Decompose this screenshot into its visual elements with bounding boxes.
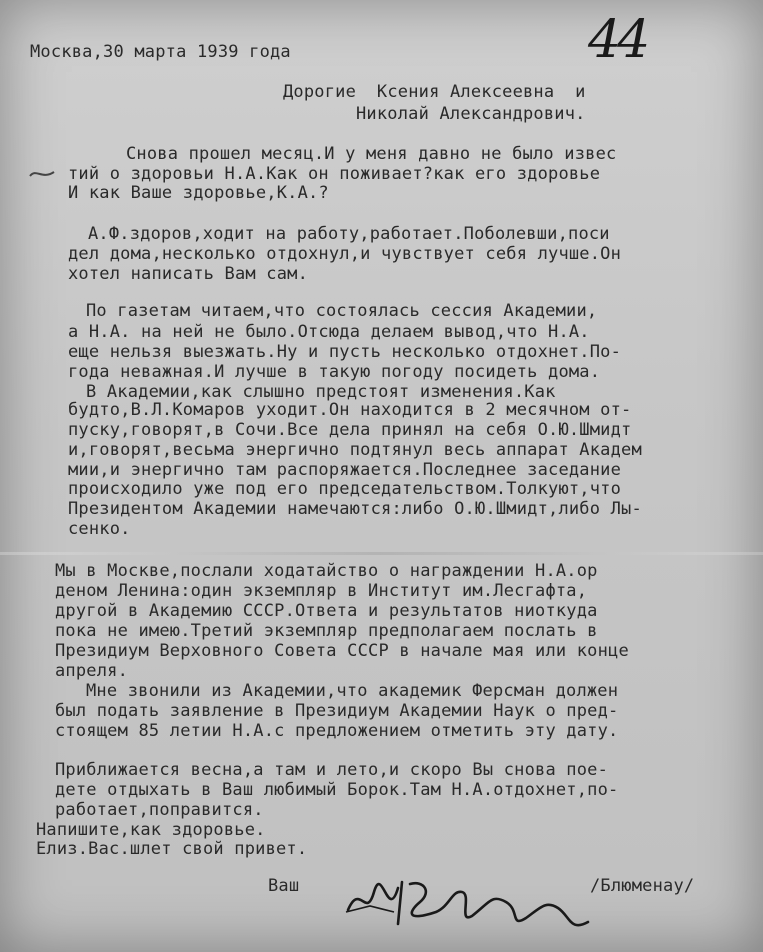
folio-number: 44 [588, 10, 647, 70]
body-line: деном Ленина:один экземпляр в Институт им.Лесгафта, [55, 581, 588, 601]
body-line: года неважная.И лучше в такую погоду посидеть дома. [68, 362, 601, 382]
body-line: пуску,говорят,в Сочи.Все дела принял на себя О.Ю.Шмидт [68, 420, 632, 440]
fold-crease [0, 552, 763, 555]
handwritten-signature [340, 862, 610, 952]
letter-date: Москва,30 марта 1939 года [30, 42, 291, 62]
body-line: пока не имею.Третий экземпляр предполагаем послать в [55, 621, 598, 641]
body-line: Приближается весна,а там и лето,и скоро Вы снова пое- [55, 760, 609, 780]
body-line: апреля. [55, 661, 129, 681]
body-line: стоящем 85 летии Н.А.с предложением отметить эту дату. [55, 721, 619, 741]
body-line: другой в Академию СССР.Ответа и результатов ниоткуда [55, 601, 598, 621]
body-line: происходило уже под его председательством.Толкуют,что [68, 479, 622, 499]
margin-pencil-mark [28, 164, 58, 184]
body-line: а Н.А. на ней не было.Отсюда делаем вывод,что Н.А. [68, 322, 590, 342]
body-line: хотел написать Вам сам. [68, 264, 309, 284]
closing-name: /Блюменау/ [590, 876, 695, 896]
body-line: сенко. [68, 519, 131, 539]
body-line: Мне звонили из Академии,что академик Ферсман должен [86, 681, 619, 701]
body-line: Мы в Москве,послали ходатайство о награждении Н.А.ор [55, 561, 598, 581]
body-line: работает,поправится. [55, 800, 264, 820]
body-line: и,говорят,весьма энергично подтянул весь аппарат Академ [68, 440, 642, 460]
body-line: А.Ф.здоров,ходит на работу,работает.Поболевши,поси [88, 224, 610, 244]
body-line: мии,и энергично там распоряжается.Последнее заседание [68, 460, 622, 480]
body-line: Президентом Академии намечаются:либо О.Ю.Шмидт,либо Лы- [68, 499, 642, 519]
body-line: будто,В.Л.Комаров уходит.Он находится в 2 месячном от- [68, 400, 632, 420]
body-line: еще нельзя выезжать.Ну и пусть несколько отдохнет.По- [68, 342, 622, 362]
body-line: По газетам читаем,что состоялась сессия Академии, [86, 301, 598, 321]
salutation-line-1: Дорогие Ксения Алексеевна и [283, 82, 586, 102]
body-line: Президиум Верховного Совета СССР в начале мая или конце [55, 641, 629, 661]
body-line: В Академии,как слышно предстоят изменения.Как [86, 382, 556, 402]
body-line: дел дома,несколько отдохнул,и чувствует себя лучше.Он [68, 244, 622, 264]
body-line: И как Ваше здоровье,К.А.? [68, 183, 329, 203]
body-line: Снова прошел месяц.И у меня давно не было извес [126, 144, 617, 164]
body-line: был подать заявление в Президиум Академии Наук о пред- [55, 701, 619, 721]
body-line: тий о здоровьи Н.А.Как он поживает?как его здоровье [68, 164, 601, 184]
body-line: дете отдыхать в Ваш любимый Борок.Там Н.А.отдохнет,по- [55, 780, 619, 800]
closing-yours: Ваш [268, 876, 300, 896]
body-line: Напишите,как здоровье. [36, 820, 266, 840]
body-line: Елиз.Вас.шлет свой привет. [36, 839, 308, 859]
salutation-line-2: Николай Александрович. [356, 104, 586, 124]
